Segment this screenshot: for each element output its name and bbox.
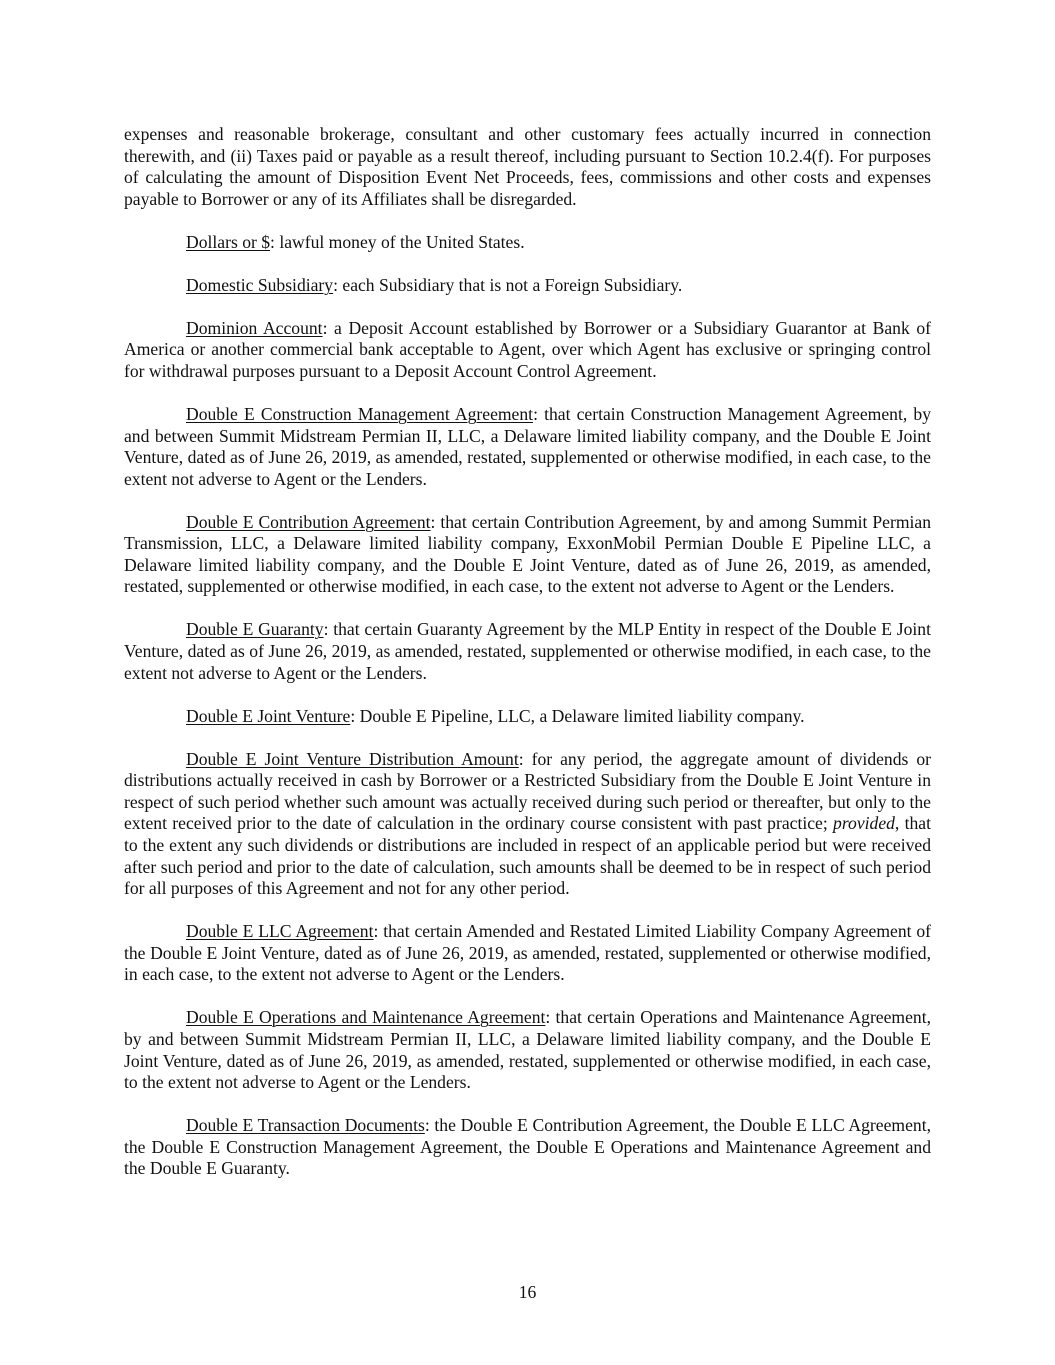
definition-text: , that to the extent any such dividends or distributions are included in respect of an applicable period but were received after such period and prior to the date of calculation, such amounts shall be deemed to be in respect of such period for all purposes of this Agreement and not for any other period. — [124, 813, 931, 899]
definition-text: : Double E Pipeline, LLC, a Delaware limited liability company. — [350, 705, 805, 726]
defined-term: Double E Joint Venture Distribution Amount — [186, 748, 519, 769]
definition-text: : that certain Contribution Agreement, by and among Summit Permian Transmission, LLC, a Delaware limited liability company, ExxonMobil Permian Double E Pipeline LLC, a Delaware limited liability company, and the Double E Joint Venture, dated as of June 26, 2019, as amended, restated, supplemented or otherwise modified, in each case, to the extent not adverse to Agent or the Lenders. — [124, 511, 932, 597]
defined-term: Double E Joint Venture — [186, 705, 351, 726]
defined-term: Domestic Subsidiary — [186, 274, 334, 295]
definition-text: : lawful money of the United States. — [270, 231, 525, 252]
defined-term: Double E Guaranty — [186, 619, 324, 640]
definition-text: : that certain Operations and Maintenance Agreement, by and between Summit Midstream Permian II, LLC, a Delaware limited liability company, and the Double E Joint Venture, dated as of June 26, 2019, as amended, restated, supplemented or otherwise modified, in each case, to the extent not adverse to Agent or the Lenders. — [124, 1007, 931, 1093]
definition-text: : a Deposit Account established by Borrower or a Subsidiary Guarantor at Bank of America or another commercial bank acceptable to Agent, over which Agent has exclusive or springing control for withdrawal purposes pursuant to a Deposit Account Control Agreement. — [124, 317, 931, 381]
definition-joint-venture-distribution-amount — [124, 749, 931, 900]
page-number: 16 — [518, 1282, 537, 1302]
definition-operations-maintenance-agreement — [124, 1007, 931, 1093]
definition-construction-management-agreement — [124, 404, 931, 490]
defined-term: Double E Operations and Maintenance Agreement — [186, 1007, 546, 1028]
defined-term: Double E LLC Agreement — [186, 921, 374, 942]
definition-transaction-documents — [124, 1115, 931, 1180]
definition-text: : for any period, the aggregate amount of dividends or distributions actually received in cash by Borrower or a Restricted Subsidiary from the Double E Joint Venture in respect of such period whether such amount was actually received during such period or thereafter, but only to the extent received prior to the date of calculation in the ordinary course consistent with past practice; — [124, 748, 931, 834]
defined-term: Dominion Account — [186, 317, 323, 338]
definition-contribution-agreement — [124, 512, 931, 598]
definition-dollars — [124, 232, 931, 254]
definition-joint-venture — [124, 706, 931, 728]
defined-term: Double E Transaction Documents — [186, 1115, 425, 1136]
definition-text: : that certain Construction Management Agreement, by and between Summit Midstream Permian II, LLC, a Delaware limited liability company, and the Double E Joint Venture, dated as of June 26, 2019, as amended, restated, supplemented or otherwise modified, in each case, to the extent not adverse to Agent or the Lenders. — [124, 403, 931, 489]
definition-guaranty — [124, 619, 931, 684]
definition-dominion-account — [124, 318, 931, 383]
definition-text: : each Subsidiary that is not a Foreign Subsidiary. — [333, 274, 683, 295]
definition-text: : the Double E Contribution Agreement, the Double E LLC Agreement, the Double E Construction Management Agreement, the Double E Operations and Maintenance Agreement and the Double E Guaranty. — [124, 1115, 931, 1179]
defined-term: Double E Contribution Agreement — [186, 511, 431, 532]
defined-term: Double E Construction Management Agreement — [186, 403, 534, 424]
definition-text: : that certain Amended and Restated Limited Liability Company Agreement of the Double E Joint Venture, dated as of June 26, 2019, as amended, restated, supplemented or otherwise modified, in each case, to the extent not adverse to Agent or the Lenders. — [124, 921, 931, 985]
defined-term: Dollars or $ — [186, 231, 271, 252]
continuation-paragraph: expenses and reasonable brokerage, consultant and other customary fees actually incurred in connection therewith, and (ii) Taxes paid or payable as a result thereof, including pursuant to Section 10.2.4(f). For purposes of calculating the amount of Disposition Event Net Proceeds, fees, commissions and other costs and expenses payable to Borrower or any of its Affiliates shall be disregarded. — [124, 124, 931, 209]
definition-text: : that certain Guaranty Agreement by the MLP Entity in respect of the Double E Joint Venture, dated as of June 26, 2019, as amended, restated, supplemented or otherwise modified, in each case, to the extent not adverse to Agent or the Lenders. — [124, 619, 931, 683]
italic-proviso: provided — [833, 813, 895, 834]
definition-llc-agreement — [124, 921, 931, 986]
definition-domestic-subsidiary — [124, 275, 931, 297]
document-body — [124, 124, 931, 1201]
